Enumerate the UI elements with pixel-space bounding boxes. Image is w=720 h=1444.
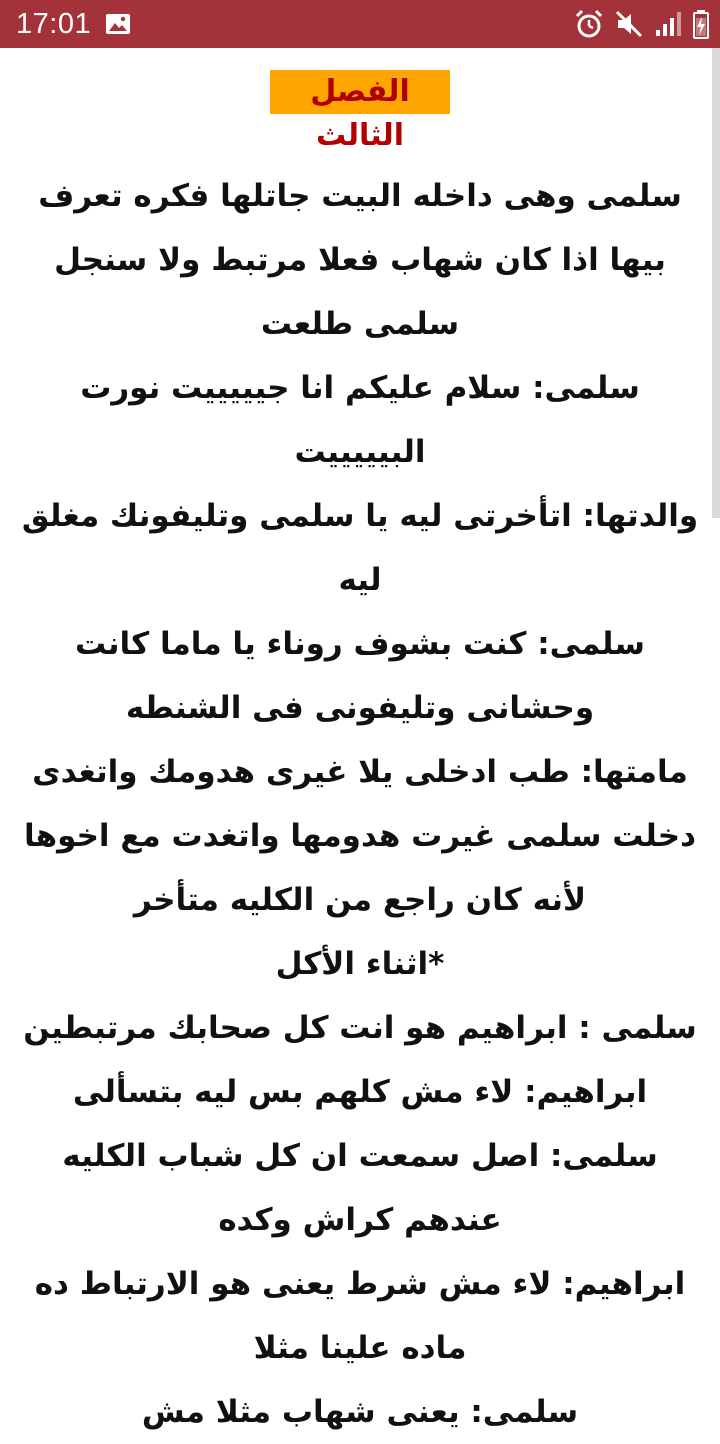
story-paragraph: *اثناء الأكل	[275, 946, 445, 982]
story-paragraph: سلمى طلعت	[260, 306, 460, 342]
status-time: 17:01	[16, 8, 92, 40]
scrollbar-thumb[interactable]	[712, 48, 720, 518]
story-paragraph: سلمى: اصل سمعت ان كل شباب الكليه عندهم كراش وكده	[62, 1138, 658, 1238]
story-paragraph: سلمى وهى داخله البيت جاتلها فكره تعرف بيها اذا كان شهاب فعلا مرتبط ولا سنجل	[38, 178, 682, 278]
status-icons	[574, 8, 710, 40]
image-icon	[105, 12, 131, 36]
story-paragraph: سلمى: يعنى شهاب مثلا مش	[141, 1394, 579, 1430]
story-paragraph: سلمى : ابراهيم هو انت كل صحابك مرتبطين	[23, 1010, 697, 1046]
story-paragraph: سلمى: سلام عليكم انا جيييييت نورت البيييييت	[80, 370, 640, 470]
signal-icon	[654, 8, 682, 40]
chapter-content[interactable]	[0, 48, 710, 1430]
story-paragraph: ابراهيم: لاء مش كلهم بس ليه بتسألى	[72, 1074, 648, 1110]
story-paragraph: مامتها: طب ادخلى يلا غيرى هدومك واتغدى	[32, 754, 688, 790]
story-paragraph: دخلت سلمى غيرت هدومها واتغدت مع اخوها لأنه كان راجع من الكليه متأخر	[24, 818, 696, 918]
mute-icon	[614, 8, 644, 40]
alarm-icon	[574, 8, 604, 40]
battery-icon	[692, 8, 710, 40]
status-bar	[0, 0, 720, 48]
story-paragraph: والدتها: اتأخرتى ليه يا سلمى وتليفونك مغلق ليه	[21, 498, 699, 598]
chapter-title: الفصل الثالث	[270, 70, 450, 114]
story-text	[12, 164, 708, 1444]
story-paragraph: ابراهيم: لاء مش شرط يعنى هو الارتباط ده ماده علينا مثلا	[34, 1266, 686, 1366]
story-paragraph: سلمى: كنت بشوف روناء يا ماما كانت وحشانى وتليفونى فى الشنطه	[75, 626, 645, 726]
